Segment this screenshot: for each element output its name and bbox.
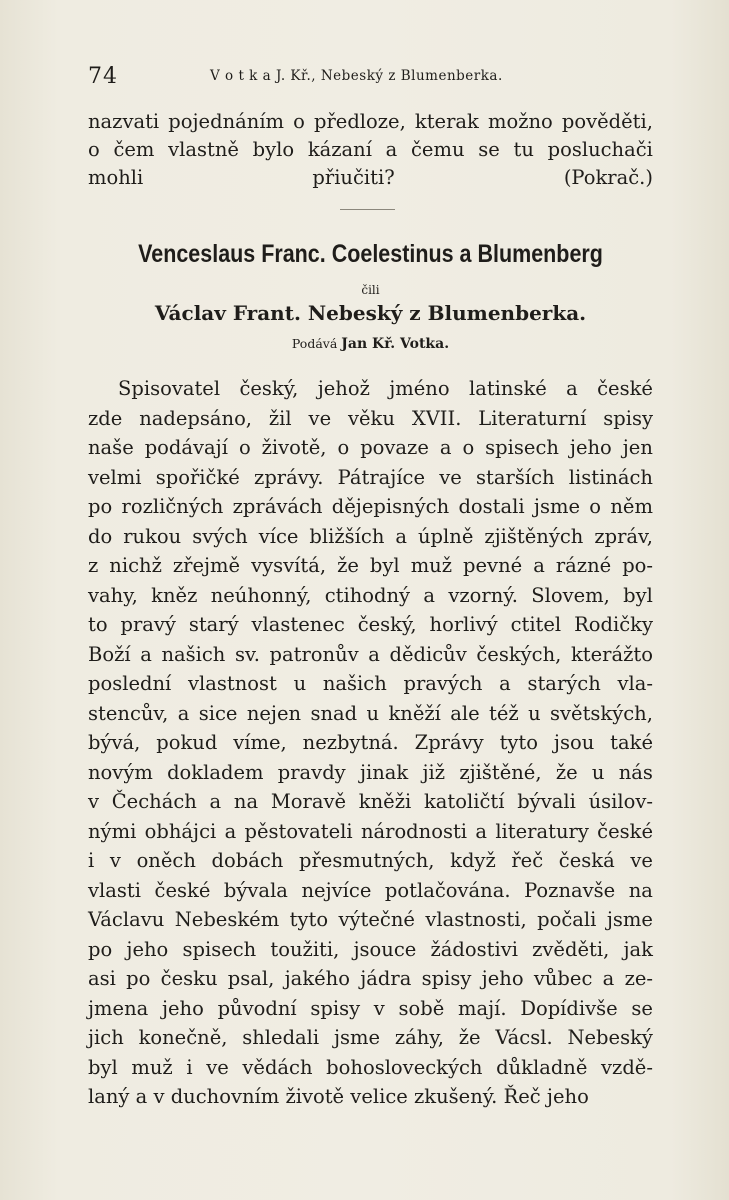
text-line xyxy=(88,1053,653,1083)
text-line xyxy=(88,164,653,192)
word: českých, xyxy=(476,642,562,666)
word: vlastnost xyxy=(188,672,277,695)
word: Spisovatel xyxy=(118,377,221,400)
text-line xyxy=(88,522,653,552)
word: dědicův xyxy=(389,642,467,666)
text-line xyxy=(88,669,653,699)
text-line xyxy=(88,905,653,935)
word: kněži xyxy=(358,790,412,813)
word: (Pokrač.) xyxy=(563,166,653,189)
word: starý xyxy=(188,613,239,636)
word: počali xyxy=(537,908,597,931)
word: posluchači xyxy=(547,138,653,161)
word: zpráv, xyxy=(594,524,653,548)
word: po xyxy=(88,937,113,961)
word: muž xyxy=(131,1055,173,1079)
word: starších xyxy=(476,465,555,489)
word: životě, xyxy=(261,436,327,459)
word: o xyxy=(238,436,251,459)
word: nejen xyxy=(246,701,302,725)
word: Zprávy xyxy=(414,731,484,754)
text-line xyxy=(88,817,653,847)
word: čemu xyxy=(411,138,465,161)
word: čem xyxy=(113,138,155,161)
word: pevné xyxy=(463,554,523,577)
word: jsouce xyxy=(353,937,417,961)
word: o xyxy=(88,138,100,161)
text-line xyxy=(88,758,653,788)
word: předloze, xyxy=(313,110,406,133)
word: povaze xyxy=(360,436,429,459)
text-line xyxy=(88,728,653,758)
word: české xyxy=(154,878,211,902)
word: zprávách xyxy=(232,495,323,518)
word: úsilov- xyxy=(588,790,653,813)
word: se xyxy=(631,996,653,1020)
word: jmena xyxy=(88,996,149,1020)
text-line xyxy=(88,699,653,729)
text-line xyxy=(88,640,653,670)
word: řeč xyxy=(511,849,544,872)
word: výtečné xyxy=(338,908,415,931)
word: jsme xyxy=(333,1026,381,1049)
word: Václavu xyxy=(88,908,165,931)
word: laný xyxy=(88,1085,136,1108)
word: to xyxy=(88,613,108,636)
word: nadepsáno, xyxy=(139,406,253,430)
word: jehož xyxy=(317,377,370,400)
word: a xyxy=(140,642,152,666)
word: bylo xyxy=(252,138,295,161)
word: ctitel xyxy=(510,613,562,636)
word: český, xyxy=(239,377,299,400)
word: světských, xyxy=(550,701,653,725)
word: a xyxy=(385,138,398,161)
word: naše xyxy=(88,436,134,459)
word: zjištěné, xyxy=(459,760,542,784)
word: Vácsl. xyxy=(495,1026,553,1049)
word: obhájci xyxy=(144,819,217,843)
word: v xyxy=(153,1085,171,1108)
word: velice xyxy=(350,1085,414,1108)
word: muž xyxy=(410,554,453,577)
word: Nebeský xyxy=(567,1026,653,1049)
word: dějepisných xyxy=(331,495,450,518)
word: jsou xyxy=(553,731,595,754)
text-line xyxy=(88,492,653,522)
text-line xyxy=(88,404,653,434)
word: jak xyxy=(623,937,653,961)
word: Nebeském xyxy=(174,908,280,931)
text-line xyxy=(88,994,653,1024)
word: dostali xyxy=(458,495,525,518)
word: a xyxy=(423,583,436,607)
word: Rodičky xyxy=(574,613,653,636)
word: žádostivi xyxy=(430,937,518,961)
word: spisy xyxy=(603,406,653,430)
word: a xyxy=(135,1085,154,1108)
text-line xyxy=(88,374,653,404)
word: potlačována. xyxy=(384,878,511,902)
author-name: Jan Kř. Votka. xyxy=(341,336,450,352)
word: kázaní xyxy=(307,138,372,161)
word: Literaturní xyxy=(478,406,587,430)
word: a xyxy=(602,967,615,990)
word: ve xyxy=(439,465,462,489)
word: poslední xyxy=(88,672,172,695)
word: nezbytná. xyxy=(302,731,399,754)
word: úplně xyxy=(417,524,474,548)
word: vlasti xyxy=(88,878,141,902)
word: nazvati xyxy=(88,110,160,133)
word: i xyxy=(88,849,95,872)
intro-paragraph xyxy=(88,108,653,192)
text-line xyxy=(88,581,653,611)
word: i xyxy=(186,1055,193,1079)
text-line xyxy=(88,935,653,965)
word: a xyxy=(209,790,222,813)
word: na xyxy=(628,878,653,902)
word: již xyxy=(422,760,446,784)
word: novým xyxy=(88,760,153,784)
word: ctihodný xyxy=(324,583,411,607)
word: že xyxy=(555,760,578,784)
word: tyto xyxy=(499,731,538,754)
word: v xyxy=(88,790,100,813)
text-line xyxy=(88,463,653,493)
word: jádra xyxy=(360,967,412,990)
word: po xyxy=(88,495,113,518)
word: bývá, xyxy=(88,731,141,754)
text-line xyxy=(88,846,653,876)
word: vlastenec xyxy=(251,613,345,636)
text-line xyxy=(88,551,653,581)
word: víme, xyxy=(233,731,287,754)
word: spisech xyxy=(182,937,257,961)
word: důkladně xyxy=(496,1055,588,1079)
running-head xyxy=(88,62,653,92)
word: vzorný. xyxy=(448,583,518,607)
word: ze- xyxy=(624,967,653,990)
running-title: V o t k a J. Kř., Nebeský z Blumenberka. xyxy=(210,68,503,84)
text-line xyxy=(88,787,653,817)
text-line xyxy=(88,433,653,463)
word: horlivý xyxy=(429,613,498,636)
word: jeho xyxy=(546,1085,589,1108)
word: u xyxy=(528,701,541,725)
word: zřejmě xyxy=(172,554,241,577)
word: přiučiti? xyxy=(312,166,395,189)
word: rozličných xyxy=(121,495,224,518)
word: vlastnosti, xyxy=(425,908,527,931)
main-paragraph xyxy=(88,374,653,1112)
word: byl xyxy=(88,1055,118,1079)
word: Řeč xyxy=(503,1085,547,1108)
word: také xyxy=(610,731,653,754)
word: a xyxy=(439,436,452,459)
word: kterak xyxy=(414,110,479,133)
text-line xyxy=(88,108,653,136)
word: české xyxy=(597,819,653,843)
word: jeho xyxy=(126,937,169,961)
text-line xyxy=(88,876,653,906)
word: psal, xyxy=(227,967,275,990)
word: ve xyxy=(308,406,332,430)
word: Čechách xyxy=(111,790,197,813)
word: jeho xyxy=(569,436,612,459)
word: XVII. xyxy=(411,406,462,430)
word: bývali xyxy=(517,790,576,813)
word: když xyxy=(450,849,496,872)
word: zjištěných xyxy=(484,524,584,548)
word: ve xyxy=(206,1055,229,1079)
author-line xyxy=(88,336,653,352)
word: kněz xyxy=(151,583,198,607)
word: toužiti, xyxy=(270,937,340,961)
word: spisech xyxy=(485,436,559,459)
word: bližších xyxy=(309,524,385,548)
word: spisy xyxy=(310,996,361,1020)
word: zkušený. xyxy=(414,1085,504,1108)
word: pokud xyxy=(156,731,218,754)
word: našich xyxy=(161,642,226,666)
word: Poznavše xyxy=(524,878,616,902)
word: pověděti, xyxy=(561,110,653,133)
word: vahy, xyxy=(88,583,138,607)
title-conjunction: čili xyxy=(361,283,380,297)
page-number: 74 xyxy=(88,64,118,89)
word: spisy xyxy=(421,967,472,990)
word: u xyxy=(591,760,605,784)
word: nými xyxy=(88,819,137,843)
word: pojednáním xyxy=(168,110,285,133)
text-line xyxy=(88,1023,653,1053)
word: pravý xyxy=(120,613,176,636)
word: sice xyxy=(198,701,238,725)
word: jen xyxy=(622,436,653,459)
word: patronův xyxy=(269,642,359,666)
word: mohli xyxy=(88,166,144,189)
word: že xyxy=(337,554,359,577)
word: věku xyxy=(348,406,395,430)
word: vysvítá, xyxy=(251,554,327,577)
word: shledali xyxy=(242,1026,320,1049)
word: více xyxy=(258,524,299,548)
word: o xyxy=(337,436,350,459)
word: v xyxy=(373,996,385,1020)
word: literatury xyxy=(495,819,589,843)
word: mají. xyxy=(458,996,507,1020)
word: a xyxy=(395,524,407,548)
word: nichž xyxy=(109,554,162,577)
word: vůbec xyxy=(533,967,593,990)
text-line xyxy=(88,610,653,640)
word: konečně, xyxy=(138,1026,228,1049)
word: vla- xyxy=(617,672,653,695)
word: vlastně xyxy=(168,138,239,161)
word: rukou xyxy=(123,524,182,548)
word: o xyxy=(462,436,475,459)
word: a xyxy=(475,819,487,843)
word: česká xyxy=(558,849,615,872)
word: něm xyxy=(610,495,653,518)
word: zvěděti, xyxy=(532,937,610,961)
word: jeho xyxy=(481,967,524,990)
text-line xyxy=(88,964,653,994)
word: pěstovateli xyxy=(244,819,353,843)
word: starých xyxy=(527,672,601,695)
word: a xyxy=(566,377,578,400)
word: o xyxy=(589,495,602,518)
word: původní xyxy=(217,996,297,1020)
word: na xyxy=(233,790,259,813)
czech-title: Václav Frant. Nebeský z Blumenberka. xyxy=(154,301,587,325)
word: ve xyxy=(630,849,653,872)
word: dobách xyxy=(211,849,284,872)
word: po- xyxy=(622,554,653,577)
word: národnosti xyxy=(360,819,468,843)
word: že xyxy=(458,1026,481,1049)
word: české xyxy=(597,377,653,400)
word: životě xyxy=(285,1085,351,1108)
word: jinak xyxy=(359,760,409,784)
word: podávají xyxy=(144,436,228,459)
word: našich xyxy=(322,672,387,695)
word: o xyxy=(293,110,305,133)
word: a xyxy=(177,701,190,725)
word: zprávy. xyxy=(254,465,324,489)
word: sv. xyxy=(234,642,260,666)
word: a xyxy=(533,554,545,577)
word: nás xyxy=(618,760,653,784)
word: žil xyxy=(268,406,292,430)
word: z xyxy=(88,554,99,577)
word: tu xyxy=(513,138,534,161)
word: jsme xyxy=(606,908,653,931)
word: u xyxy=(366,701,380,725)
word: do xyxy=(88,524,113,548)
word: Pátrajíce xyxy=(337,465,426,489)
word: duchovním xyxy=(170,1085,286,1108)
word: pravdy xyxy=(277,760,346,784)
word: pravých xyxy=(403,672,483,695)
word: záhy, xyxy=(394,1026,444,1049)
word: též xyxy=(489,701,519,725)
word: sobě xyxy=(398,996,445,1020)
word: Dopídivše xyxy=(520,996,618,1020)
word: česku xyxy=(160,967,218,990)
word: snad xyxy=(310,701,358,725)
word: jakého xyxy=(284,967,350,990)
text-line xyxy=(88,1082,653,1112)
word: latinské xyxy=(468,377,547,400)
word: nejvíce xyxy=(301,878,372,902)
word: listinách xyxy=(568,465,653,489)
word: jich xyxy=(88,1026,124,1049)
word: byl xyxy=(369,554,400,577)
word: bohosloveckých xyxy=(326,1055,483,1079)
word: velmi xyxy=(88,465,142,489)
word: svých xyxy=(192,524,248,548)
word: katoličtí xyxy=(423,790,505,813)
word: v xyxy=(109,849,121,872)
word: u xyxy=(293,672,307,695)
word: jméno xyxy=(389,377,450,400)
word: dokladem xyxy=(167,760,264,784)
word: tyto xyxy=(289,908,329,931)
word: jsme xyxy=(533,495,580,518)
word: zde xyxy=(88,406,123,430)
word: Slovem, xyxy=(531,583,610,607)
word: Moravě xyxy=(270,790,347,813)
word: byl xyxy=(623,583,653,607)
word: jeho xyxy=(161,996,204,1020)
word: kněží xyxy=(388,701,441,725)
word: a xyxy=(499,672,511,695)
word: se xyxy=(478,138,500,161)
text-line xyxy=(88,136,653,164)
word: bývala xyxy=(223,878,288,902)
word: po xyxy=(126,967,151,990)
word: spořičké xyxy=(155,465,240,489)
word: možno xyxy=(487,110,553,133)
word: neúhonný, xyxy=(210,583,312,607)
word: Boží xyxy=(88,642,131,666)
word: přesmutných, xyxy=(298,849,435,872)
word: vědách xyxy=(242,1055,313,1079)
section-divider xyxy=(340,209,395,210)
word: asi xyxy=(88,967,116,990)
author-prefix: Podává xyxy=(291,336,338,351)
word: ale xyxy=(450,701,480,725)
word: český, xyxy=(357,613,417,636)
word: a xyxy=(368,642,380,666)
word: oněch xyxy=(136,849,196,872)
word: stencův, xyxy=(88,701,169,725)
word: a xyxy=(224,819,237,843)
word: kterážto xyxy=(570,642,653,666)
article-title: Venceslaus Franc. Coelestinus a Blumenberg xyxy=(138,240,603,268)
word: rázné xyxy=(555,554,612,577)
word: vzdě- xyxy=(601,1055,653,1079)
